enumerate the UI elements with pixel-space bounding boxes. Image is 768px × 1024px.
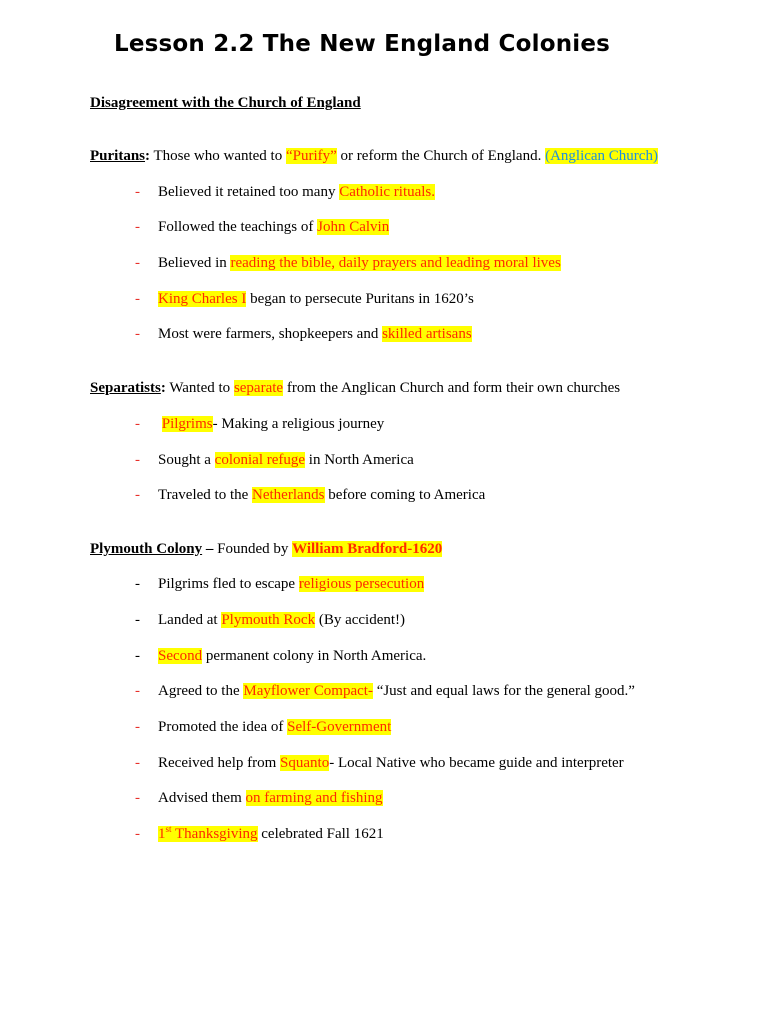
bullet-dash: - — [135, 648, 140, 664]
list-item — [135, 183, 435, 201]
bullet-highlight: religious persecution — [298, 576, 425, 592]
bullet-dash: - — [135, 416, 140, 432]
bullet-text-end: - Local Native who became guide and interpreter — [329, 755, 624, 771]
bullet-highlight: on farming and fishing — [245, 790, 383, 806]
plymouth-term: Plymouth Colony — [90, 541, 203, 557]
bullet-highlight: reading the bible, daily prayers and leading moral lives — [230, 255, 561, 271]
bullet-text: Believed it retained too many — [158, 184, 340, 200]
list-item — [135, 325, 472, 343]
bullet-text-end: before coming to America — [324, 487, 486, 503]
bullet-text-end: celebrated Fall 1621 — [257, 826, 384, 842]
bullet-dash: - — [135, 219, 140, 235]
list-item — [135, 611, 405, 629]
bullet-text-end: - Making a religious journey — [212, 416, 385, 432]
list-item — [135, 825, 384, 843]
bullet-dash: - — [135, 326, 140, 342]
separatists-colon: : — [160, 380, 166, 396]
list-item — [135, 789, 383, 807]
bullet-dash: - — [135, 683, 140, 699]
bullet-text: Received help from — [158, 755, 281, 771]
separatists-definition — [90, 379, 620, 397]
bullet-dash: - — [135, 576, 140, 592]
puritans-def-highlight-2: (Anglican Church) — [545, 148, 658, 164]
plymouth-def-highlight: William Bradford-1620 — [292, 541, 443, 557]
puritans-def-highlight: “Purify” — [285, 148, 337, 164]
list-item — [135, 575, 424, 593]
bullet-text: Promoted the idea of — [158, 719, 288, 735]
bullet-dash: - — [135, 184, 140, 200]
bullet-text: Traveled to the — [158, 487, 253, 503]
bullet-highlight — [158, 826, 258, 842]
list-item — [135, 647, 426, 665]
bullet-highlight: Mayflower Compact- — [243, 683, 373, 699]
bullet-highlight: Plymouth Rock — [221, 612, 316, 628]
bullet-highlight: colonial refuge — [214, 452, 306, 468]
bullet-highlight: Second — [158, 648, 203, 664]
puritans-definition — [90, 147, 658, 165]
puritans-term: Puritans — [90, 148, 146, 164]
bullet-text: Most were farmers, shopkeepers and — [158, 326, 383, 342]
ordinal-suffix: st — [165, 824, 172, 834]
bullet-dash: - — [135, 826, 140, 842]
puritans-def-b: or reform the Church of England. — [336, 148, 546, 164]
list-item — [135, 682, 635, 700]
plymouth-separator: – — [202, 541, 218, 557]
bullet-text: Followed the teachings of — [158, 219, 318, 235]
bullet-text: Pilgrims fled to escape — [158, 576, 299, 592]
bullet-text-end: (By accident!) — [315, 612, 406, 628]
bullet-highlight: Netherlands — [252, 487, 325, 503]
thanksgiving-label: Thanksgiving — [171, 826, 258, 842]
bullet-text: Landed at — [158, 612, 222, 628]
bullet-text: Advised them — [158, 790, 246, 806]
list-item — [135, 754, 624, 772]
separatists-def-highlight: separate — [233, 380, 284, 396]
bullet-dash: - — [135, 755, 140, 771]
bullet-dash: - — [135, 255, 140, 271]
bullet-dash: - — [135, 452, 140, 468]
bullet-text: Believed in — [158, 255, 231, 271]
list-item — [135, 415, 384, 433]
plymouth-def-a: Founded by — [217, 541, 293, 557]
bullet-highlight: John Calvin — [317, 219, 390, 235]
bullet-highlight: Squanto — [280, 755, 330, 771]
bullet-text: Agreed to the — [158, 683, 244, 699]
ordinal-number: 1 — [158, 826, 166, 842]
list-item — [135, 486, 485, 504]
bullet-text-end: “Just and equal laws for the general good.” — [372, 683, 635, 699]
bullet-dash: - — [135, 291, 140, 307]
bullet-dash: - — [135, 612, 140, 628]
bullet-text-end: permanent colony in North America. — [202, 648, 427, 664]
puritans-def-a: Those who wanted to — [150, 148, 286, 164]
bullet-dash: - — [135, 790, 140, 806]
bullet-highlight: skilled artisans — [382, 326, 472, 342]
bullet-text: Sought a — [158, 452, 215, 468]
list-item — [135, 218, 389, 236]
bullet-highlight: King Charles I — [158, 291, 247, 307]
bullet-highlight: Self-Government — [287, 719, 392, 735]
separatists-term: Separatists — [90, 380, 161, 396]
list-item — [135, 718, 391, 736]
separatists-def-a: Wanted to — [165, 380, 234, 396]
bullet-highlight: Pilgrims — [161, 416, 213, 432]
puritans-colon: : — [145, 148, 151, 164]
bullet-dash: - — [135, 719, 140, 735]
bullet-text-end: began to persecute Puritans in 1620’s — [246, 291, 474, 307]
list-item — [135, 290, 474, 308]
bullet-text-end: in North America — [305, 452, 414, 468]
list-item — [135, 254, 561, 272]
list-item — [135, 451, 414, 469]
separatists-def-b: from the Anglican Church and form their own churches — [283, 380, 621, 396]
plymouth-definition — [90, 540, 442, 558]
section-subtitle: Disagreement with the Church of England — [90, 95, 361, 111]
page-title: Lesson 2.2 The New England Colonies — [114, 31, 611, 57]
bullet-dash: - — [135, 487, 140, 503]
bullet-highlight: Catholic rituals. — [339, 184, 436, 200]
